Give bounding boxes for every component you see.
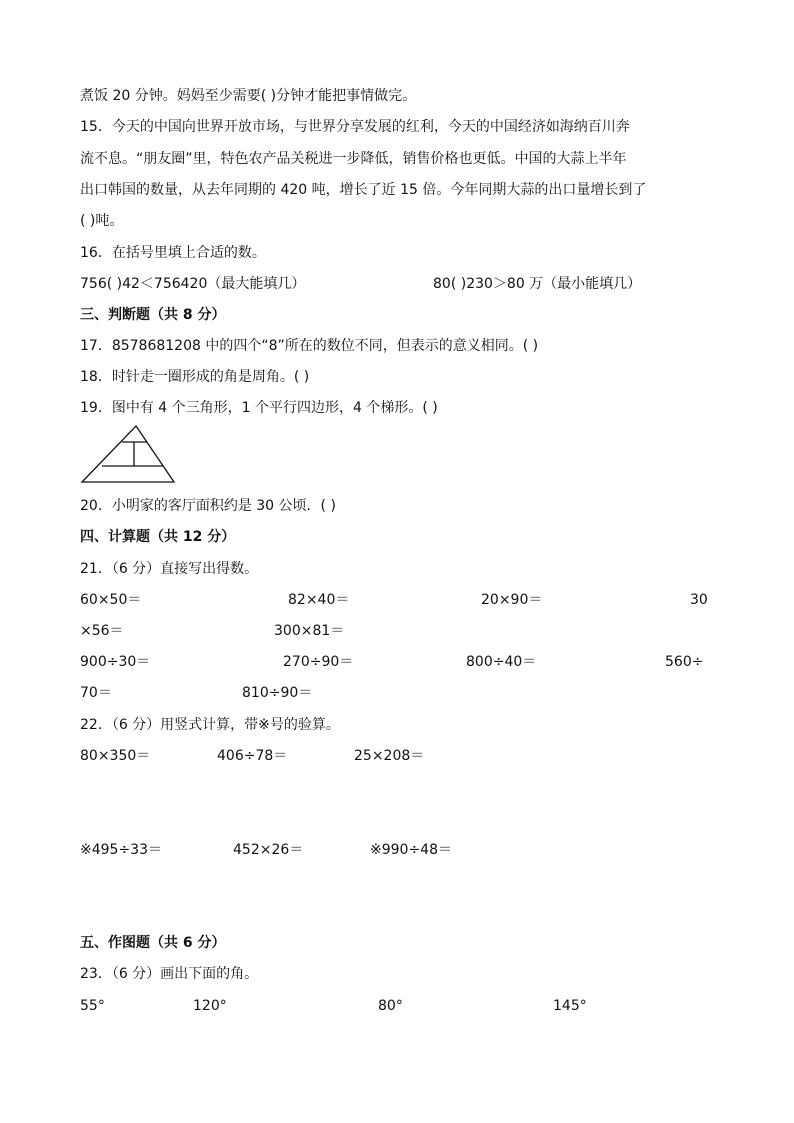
q15-line3: 出口韩国的数量，从去年同期的 420 吨，增长了近 15 倍。今年同期大蒜的出口量增长到了	[80, 182, 647, 198]
calc-item: 20×90＝	[481, 592, 543, 608]
calc-item: 300×81＝	[274, 623, 345, 639]
calc-item: 810÷90＝	[242, 685, 313, 701]
vertical-calc-item: 406÷78＝	[217, 748, 288, 764]
q15-line2: 流不息。“朋友圈”里，特色农产品关税进一步降低，销售价格也更低。中国的大蒜上半年	[80, 151, 627, 167]
q14-continuation: 煮饭 20 分钟。妈妈至少需要( )分钟才能把事情做完。	[80, 88, 417, 104]
q18: 18．时针走一圈形成的角是周角。( )	[80, 369, 310, 385]
calc-item: 270÷90＝	[283, 654, 354, 670]
q20: 20．小明家的客厅面积约是 30 公顷．( )	[80, 498, 336, 514]
calc-item: 900÷30＝	[80, 654, 151, 670]
q21-title: 21．（6 分）直接写出得数。	[80, 561, 259, 577]
angle-label: 145°	[553, 998, 587, 1014]
calc-item: 60×50＝	[80, 592, 142, 608]
section-judge-heading: 三、判断题（共 8 分）	[80, 307, 226, 323]
q16-title: 16．在括号里填上合适的数。	[80, 245, 266, 261]
section-draw-heading: 五、作图题（共 6 分）	[80, 935, 226, 951]
q19: 19．图中有 4 个三角形，1 个平行四边形，4 个梯形。( )	[80, 400, 438, 416]
q16-item-a: 756( )42＜756420（最大能填几）	[80, 276, 306, 292]
vertical-calc-item: 452×26＝	[233, 842, 304, 858]
q15-line4: ( )吨。	[80, 213, 124, 229]
vertical-calc-item: ※495÷33＝	[80, 842, 162, 858]
q15-line1: 15．今天的中国向世界开放市场，与世界分享发展的红利，今天的中国经济如海纳百川奔	[80, 119, 630, 135]
angle-label: 120°	[193, 998, 227, 1014]
vertical-calc-item: 80×350＝	[80, 748, 151, 764]
q22-title: 22．（6 分）用竖式计算，带※号的验算。	[80, 717, 340, 733]
q17: 17．8578681208 中的四个“8”所在的数位不同，但表示的意义相同。( )	[80, 338, 539, 354]
triangle-figure	[80, 423, 176, 485]
calc-item: 82×40＝	[288, 592, 350, 608]
q16-item-b: 80( )230＞80 万（最小能填几）	[433, 276, 642, 292]
vertical-calc-item: 25×208＝	[354, 748, 425, 764]
q23-title: 23．（6 分）画出下面的角。	[80, 966, 259, 982]
calc-item: 30	[690, 592, 708, 608]
calc-item: ×56＝	[80, 623, 124, 639]
calc-item: 560÷	[665, 654, 704, 670]
calc-item: 70＝	[80, 685, 112, 701]
angle-label: 80°	[378, 998, 403, 1014]
calc-item: 800÷40＝	[466, 654, 537, 670]
vertical-calc-item: ※990÷48＝	[370, 842, 452, 858]
angle-label: 55°	[80, 998, 105, 1014]
section-calc-heading: 四、计算题（共 12 分）	[80, 529, 236, 545]
